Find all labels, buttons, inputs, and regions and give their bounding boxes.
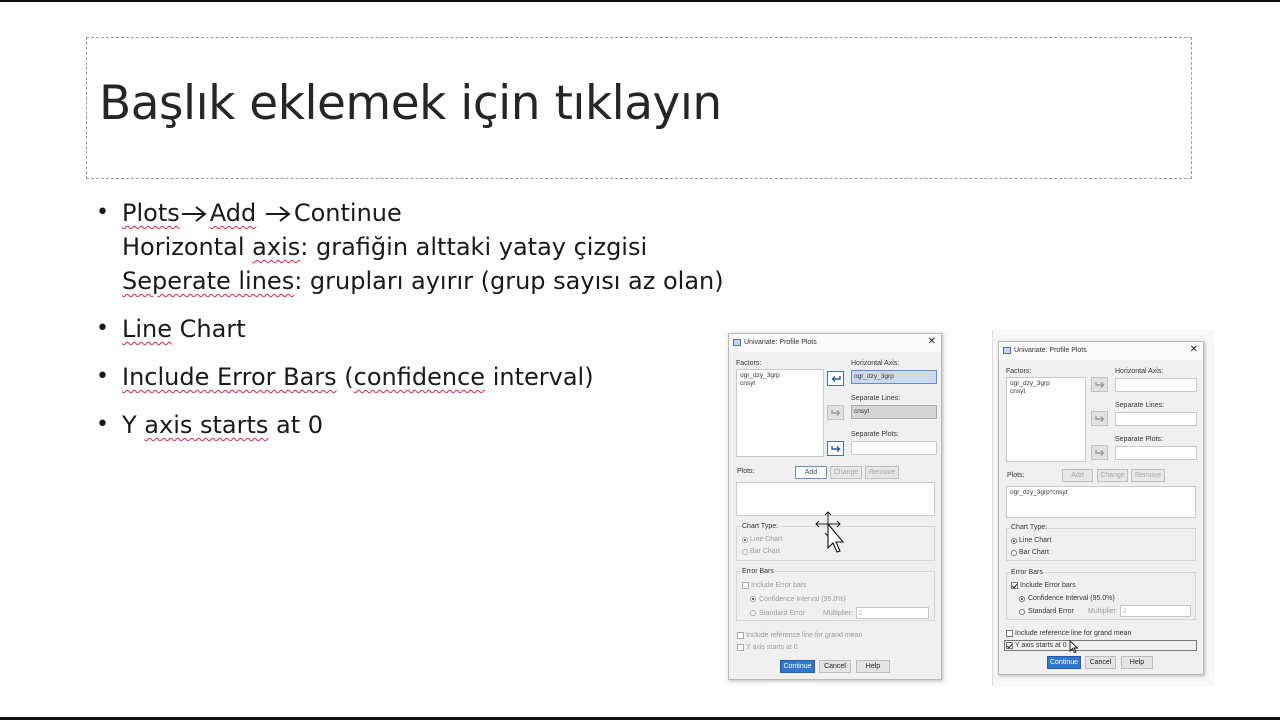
multiplier-label: Multiplier:	[1088, 608, 1118, 615]
separate-lines-field[interactable]: cnsyt	[851, 405, 937, 419]
reference-line-checkbox[interactable]	[737, 632, 744, 639]
separate-plots-label: Separate Plots:	[1115, 436, 1163, 443]
bullet-text: (	[336, 363, 354, 391]
bar-chart-radio[interactable]	[742, 549, 748, 555]
chart-type-group	[1006, 528, 1196, 561]
reference-line-label: Include reference line for grand mean	[746, 632, 863, 639]
move-separate-lines-button[interactable]	[1091, 411, 1108, 426]
bullet-text: confidence	[353, 363, 486, 391]
separate-plots-field[interactable]	[1115, 446, 1197, 460]
horizontal-axis-label: Horizontal Axis:	[1115, 368, 1164, 375]
bullet-text: at 0	[268, 411, 324, 439]
bullet-item-y-axis	[96, 408, 776, 442]
bullet-text: Line	[122, 315, 173, 343]
bullet-text: :	[300, 233, 309, 261]
cancel-button[interactable]: Cancel	[819, 660, 851, 673]
multiplier-label: Multiplier:	[823, 610, 853, 617]
dialog-title: Univariate: Profile Plots	[744, 339, 817, 346]
change-button[interactable]: Change	[1097, 469, 1128, 482]
bullet-dot-icon: •	[96, 364, 109, 389]
multiplier-field[interactable]: 2	[1120, 605, 1191, 617]
separate-lines-field[interactable]	[1115, 412, 1197, 426]
standard-error-radio[interactable]	[1019, 609, 1025, 615]
standard-error-label: Standard Error	[759, 610, 805, 617]
error-bars-label: Error Bars	[742, 568, 774, 575]
mouse-cursor-icon	[1069, 640, 1079, 659]
continue-button[interactable]: Continue	[1047, 656, 1081, 669]
factors-label: Factors:	[736, 360, 762, 367]
error-bars-label: Error Bars	[1011, 569, 1043, 576]
move-separate-plots-button[interactable]	[827, 441, 844, 456]
remove-button[interactable]: Remove	[1131, 469, 1165, 482]
horizontal-axis-key: Horizontal axis	[122, 233, 301, 261]
right-arrow-icon	[180, 196, 210, 230]
profile-plots-dialog-left	[728, 333, 942, 680]
bullet-dot-icon: •	[96, 316, 109, 341]
bullet-text: Include Error Bars	[122, 363, 337, 391]
line-chart-label: Line Chart	[1019, 537, 1052, 544]
plots-label: Plots:	[1007, 472, 1025, 479]
reference-line-label: Include reference line for grand mean	[1015, 630, 1132, 637]
dialog-titlebar	[729, 334, 941, 352]
bullet-text: :	[294, 267, 303, 295]
bar-chart-label: Bar Chart	[750, 548, 780, 555]
factors-list[interactable]	[736, 369, 824, 457]
confidence-interval-radio[interactable]	[1019, 596, 1025, 602]
factors-label: Factors:	[1006, 368, 1032, 375]
plots-label: Plots:	[737, 468, 755, 475]
horizontal-axis-label: Horizontal Axis:	[851, 360, 900, 367]
move-horizontal-axis-button[interactable]	[827, 371, 844, 386]
list-item[interactable]: cnsyt	[740, 380, 756, 387]
y-axis-zero-label: Y axis starts at 0	[1015, 642, 1067, 649]
bar-chart-label: Bar Chart	[1019, 549, 1049, 556]
help-button[interactable]: Help	[856, 660, 890, 673]
y-axis-zero-checkbox[interactable]	[737, 644, 744, 651]
factors-list[interactable]	[1006, 377, 1086, 462]
horizontal-axis-field[interactable]: ogr_dzy_3grp	[851, 370, 937, 384]
chart-type-label: Chart Type:	[742, 523, 779, 530]
bullet-list	[96, 196, 776, 442]
bullet-text: Add	[209, 199, 257, 227]
cancel-button[interactable]: Cancel	[1085, 656, 1116, 669]
close-icon[interactable]: ✕	[1189, 344, 1198, 355]
y-axis-zero-checkbox[interactable]	[1006, 642, 1013, 649]
line-chart-radio[interactable]	[742, 537, 748, 543]
title-placeholder[interactable]	[86, 37, 1192, 179]
separate-plots-label: Separate Plots:	[851, 431, 899, 438]
list-item[interactable]: ogr_dzy_3grp	[1010, 380, 1050, 387]
dialog-titlebar	[999, 342, 1203, 360]
continue-button[interactable]: Continue	[780, 660, 815, 673]
include-error-bars-label: Include Error bars	[1020, 582, 1076, 589]
profile-plots-dialog-right	[998, 341, 1204, 675]
line-chart-radio[interactable]	[1011, 538, 1017, 544]
reference-line-checkbox[interactable]	[1006, 630, 1013, 637]
bullet-dot-icon: •	[96, 412, 109, 437]
confidence-interval-label: Confidence Interval (95.0%)	[1028, 595, 1115, 602]
list-item[interactable]: ogr_dzy_3grp*cnsyt	[1010, 489, 1068, 496]
separate-lines-key: Seperate lines	[122, 267, 295, 295]
line-chart-label: Line Chart	[750, 536, 783, 543]
include-error-bars-label: Include Error bars	[751, 582, 807, 589]
move-separate-plots-button[interactable]	[1091, 445, 1108, 460]
bullet-item-line-chart	[96, 312, 776, 346]
help-button[interactable]: Help	[1121, 656, 1153, 669]
include-error-bars-checkbox[interactable]	[742, 582, 749, 589]
right-arrow-icon	[264, 196, 294, 230]
bullet-text: Plots	[122, 199, 180, 227]
standard-error-label: Standard Error	[1028, 608, 1074, 615]
change-button[interactable]: Change	[830, 466, 862, 479]
bullet-item-plots	[96, 196, 776, 298]
confidence-interval-radio[interactable]	[750, 596, 756, 602]
confidence-interval-label: Confidence Interval (95.0%)	[759, 596, 846, 603]
separate-lines-label: Separate Lines:	[1115, 402, 1165, 409]
bullet-dot-icon: •	[96, 200, 109, 225]
close-icon[interactable]: ✕	[927, 336, 936, 347]
list-item[interactable]: ogr_dzy_3grp	[740, 372, 780, 379]
move-horizontal-axis-button[interactable]	[1091, 377, 1108, 392]
include-error-bars-checkbox[interactable]	[1011, 582, 1018, 589]
separate-plots-field[interactable]	[851, 441, 937, 455]
bullet-text: Chart	[172, 315, 246, 343]
bullet-text: interval)	[485, 363, 594, 391]
standard-error-radio[interactable]	[750, 610, 756, 616]
remove-button[interactable]: Remove	[865, 466, 899, 479]
separate-lines-label: Separate Lines:	[851, 395, 901, 402]
plots-list[interactable]	[1006, 486, 1196, 518]
slide-title: Başlık eklemek için tıklayın	[99, 76, 722, 131]
multiplier-field[interactable]: 2	[856, 607, 929, 619]
bullet-text: Continue	[293, 199, 402, 227]
bullet-item-error-bars	[96, 360, 776, 394]
bullet-text: axis starts	[144, 411, 269, 439]
chart-type-label: Chart Type:	[1011, 524, 1048, 531]
dialog-title: Univariate: Profile Plots	[1014, 347, 1087, 354]
move-separate-lines-button[interactable]	[827, 405, 844, 420]
bar-chart-radio[interactable]	[1011, 550, 1017, 556]
horizontal-axis-field[interactable]	[1115, 378, 1197, 392]
bullet-text: Y	[122, 411, 145, 439]
y-axis-zero-label: Y axis starts at 0	[746, 644, 798, 651]
add-button[interactable]: Add	[1062, 469, 1093, 482]
move-cursor-icon	[814, 510, 846, 561]
spss-app-icon	[733, 339, 741, 346]
bullet-text: grupları ayırır (grup sayısı az olan)	[302, 267, 724, 295]
spss-app-icon	[1003, 347, 1011, 354]
bullet-text: grafiğin alttaki yatay çizgisi	[308, 233, 648, 261]
add-button[interactable]: Add	[795, 466, 827, 479]
list-item[interactable]: cnsyt	[1010, 388, 1026, 395]
